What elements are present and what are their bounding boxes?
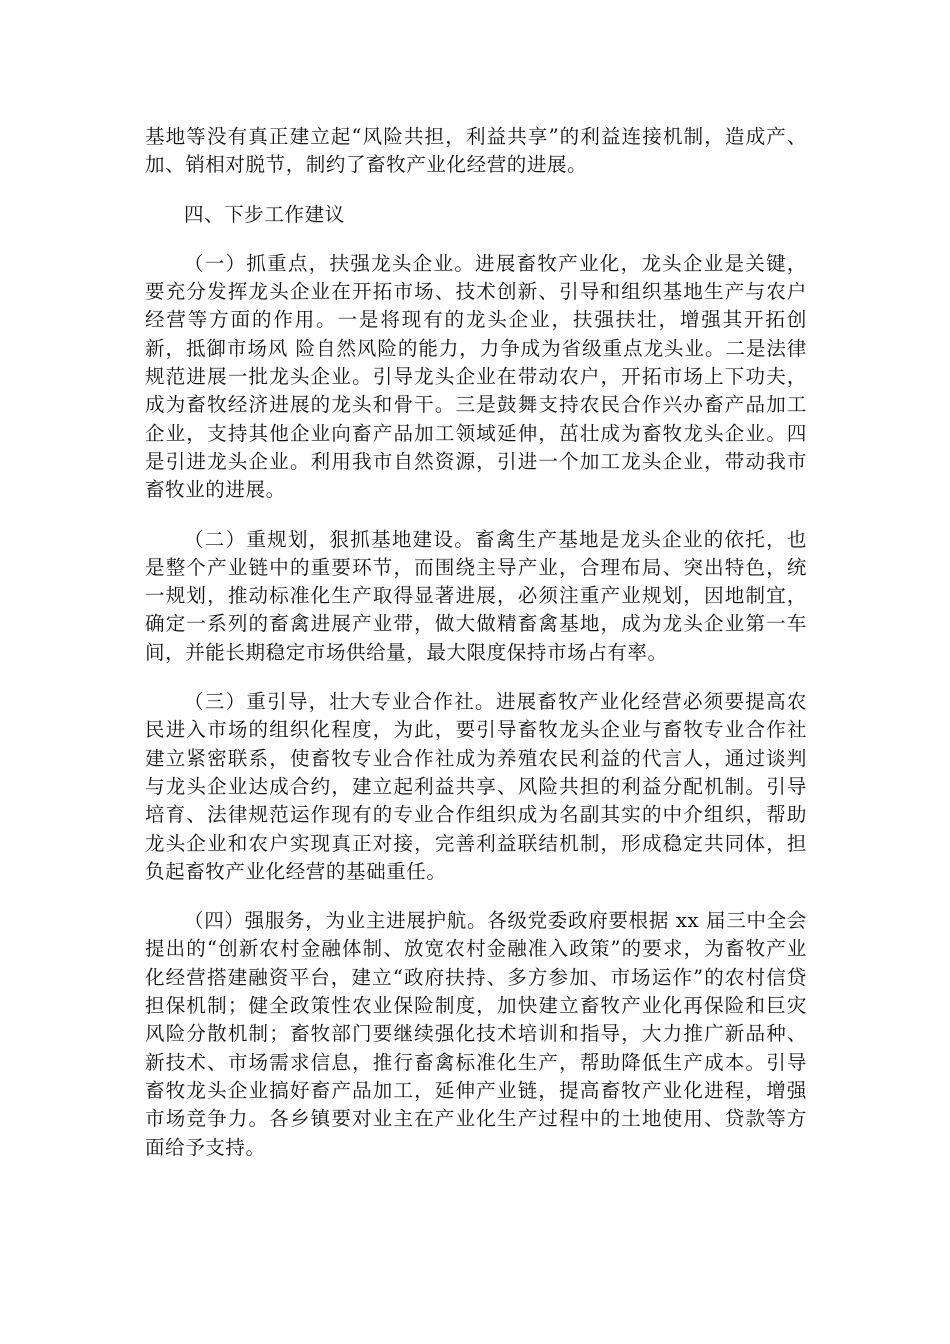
section-heading: 四、下步工作建议 [184, 202, 345, 226]
paragraph-1: （一）抓重点，扶强龙头企业。进展畜牧产业化，龙头企业是关键，要充分发挥龙头企业在开拓市场、技术创新、引导和组织基地生产与农户经营等方面的作用。一是将现有的龙头企业，扶强扶壮，增强其开拓创新，抵御市场风 险自然风险的能力，力争成为省级重点龙头业。二是法律规范进展一批龙头企业。引导龙头企业在带动农户，开拓市场上下功夫，成为畜牧经济进展的龙头和骨干。三是鼓舞支持农民合作兴办畜产品加工企业，支持其他企业向畜产品加工领域延伸，茁壮成为畜牧龙头企业。四是引进龙头企业。利用我市自然资源，引进一个加工龙头企业，带动我市畜牧业的进展。 [145, 251, 807, 502]
paragraph-continuation: 基地等没有真正建立起“风险共担，利益共享”的利益连接机制，造成产、加、销相对脱节，制约了畜牧产业化经营的进展。 [145, 125, 807, 177]
paragraph-2: （二）重规划，狠抓基地建设。畜禽生产基地是龙头企业的依托，也是整个产业链中的重要环节，而围绕主导产业，合理布局、突出特色，统一规划，推动标准化生产取得显著进展，必须注重产业规划，因地制宜，确定一系列的畜禽进展产业带，做大做精畜禽基地，成为龙头企业第一车间，并能长期稳定市场供给量，最大限度保持市场占有率。 [145, 527, 807, 664]
paragraph-4: （四）强服务，为业主进展护航。各级党委政府要根据 xx 届三中全会提出的“创新农村金融体制、放宽农村金融准入政策”的要求，为畜牧产业化经营搭建融资平台，建立“政府扶持、多方参加、市场运作”的农村信贷担保机制；健全政策性农业保险制度，加快建立畜牧产业化再保险和巨灾风险分散机制；畜牧部门要继续强化技术培训和指导，大力推广新品种、新技术、市场需求信息，推行畜禽标准化生产，帮助降低生产成本。引导畜牧龙头企业搞好畜产品加工，延伸产业链，提高畜牧产业化进程，增强市场竞争力。各乡镇要对业主在产业化生产过程中的土地使用、贷款等方面给予支持。 [145, 909, 807, 1159]
paragraph-3: （三）重引导，壮大专业合作社。进展畜牧产业化经营必须要提高农民进入市场的组织化程度，为此，要引导畜牧龙头企业与畜牧专业合作社建立紧密联系，使畜牧专业合作社成为养殖农民利益的代言人，通过谈判与龙头企业达成合约，建立起利益共享、风险共担的利益分配机制。引导培育、法律规范运作现有的专业合作组织成为名副其实的中介组织，帮助龙头企业和农户实现真正对接，完善利益联结机制，形成稳定共同体，担负起畜牧产业化经营的基础重任。 [145, 690, 807, 883]
document-body [145, 123, 807, 1162]
